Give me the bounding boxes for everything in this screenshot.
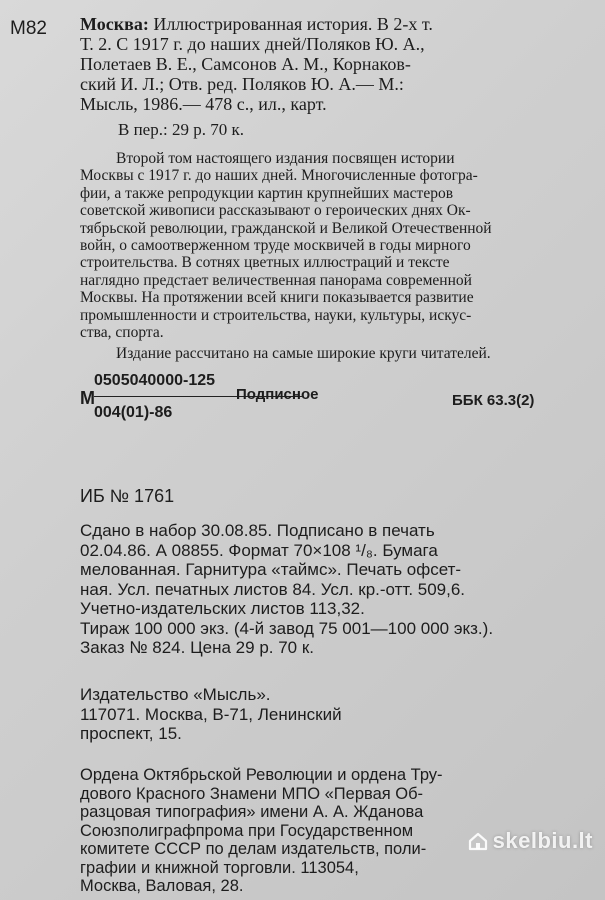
annotation-line: тябрьской революции, гражданской и Великой Отечественной — [80, 219, 492, 237]
printer-line: графии и книжной торговли. 113054, — [80, 858, 359, 877]
annotation-line: промышленности и строительства, науки, культуры, искус- — [80, 306, 472, 324]
bibliography-line — [80, 14, 580, 34]
bibliography-line: Мысль, 1986.— 478 с., ил., карт. — [80, 94, 327, 114]
printer-line: Союзполиграфпрома при Государственном — [80, 821, 414, 840]
watermark-text: skelbiu.lt — [492, 828, 593, 853]
bibliography-line: Т. 2. С 1917 г. до наших дней/Поляков Ю. А., — [80, 34, 425, 54]
annotation-line: Москвы с 1917 г. до наших дней. Многочисленные фотогра- — [80, 167, 478, 185]
bibliography-line: ский И. Л.; Отв. ред. Поляков Ю. А.— М.: — [80, 74, 404, 94]
annotation — [80, 150, 560, 363]
binding-price: В пер.: 29 р. 70 к. — [118, 120, 244, 139]
imprint-line: Заказ № 824. Цена 29 р. 70 к. — [80, 638, 315, 657]
bibliography-line-text: Иллюстрированная история. В 2-х т. — [148, 14, 433, 34]
annotation-line: фии, а также репродукции картин крупнейших мастеров — [80, 184, 454, 202]
bibliographic-record — [80, 14, 580, 140]
imprint-line: 02.04.86. А 08855. Формат 70×108 ¹/₈. Бумага — [80, 540, 438, 560]
printer-line: разцовая типография» имени А. А. Жданова — [80, 803, 424, 821]
annotation-line: наглядно предстает величественная панорама современной — [80, 271, 472, 289]
annotation-line: Москвы. На протяжении всей книги показывается развитие — [80, 289, 474, 307]
imprint-line: мелованная. Гарнитура «таймс». Печать офсет- — [80, 560, 462, 579]
bbk-index: ББК 63.3(2) — [452, 392, 535, 409]
publisher-line: Издательство «Мысль». — [80, 685, 271, 704]
classification-block — [80, 372, 600, 438]
subscription-label: Подписное — [236, 386, 319, 403]
printer-line: дового Красного Знамени МПО «Первая Об- — [80, 784, 424, 803]
bibliography-line: Полетаев В. Е., Самсонов А. М., Корнаков- — [80, 54, 411, 74]
watermark — [467, 828, 593, 854]
imprint-line: Тираж 100 000 экз. (4-й завод 75 001—100 000 экз.). — [80, 618, 494, 638]
printer-line: комитете СССР по делам издательств, поли- — [80, 840, 427, 858]
imprint-line: Сдано в набор 30.08.85. Подписано в печать — [80, 521, 435, 540]
classification-denominator: 004(01)-86 — [94, 404, 173, 421]
audience-note: Издание рассчитано на самые широкие круги читателей. — [116, 345, 491, 363]
publisher-line: проспект, 15. — [80, 724, 182, 743]
publisher-address — [80, 685, 560, 744]
classification-numerator: 0505040000-125 — [94, 372, 216, 389]
annotation-line: строительства. В сотнях цветных иллюстраций и тексте — [80, 254, 450, 272]
annotation-line: советской живописи рассказывают о героических днях Ок- — [80, 202, 471, 220]
ib-number: ИБ № 1761 — [80, 486, 175, 506]
printer-line: Москва, Валовая, 28. — [80, 877, 244, 895]
printer-line: Ордена Октябрьской Революции и ордена Тру- — [80, 766, 443, 784]
classification-letter: М — [80, 388, 95, 408]
imprint-line: Учетно-издательских листов 113,32. — [80, 599, 365, 618]
annotation-line: войн, о самоотверженном труде москвичей в годы мирного — [80, 237, 471, 255]
book-title: Москва: — [80, 14, 149, 34]
classification-code: М82 — [10, 18, 47, 39]
print-imprint — [80, 521, 600, 658]
imprint-line: ная. Усл. печатных листов 84. Усл. кр.-отт. 509,6. — [80, 579, 466, 599]
annotation-line: Второй том настоящего издания посвящен истории — [116, 150, 455, 167]
publisher-line: 117071. Москва, В-71, Ленинский — [80, 704, 342, 724]
annotation-line: ства, спорта. — [80, 324, 164, 342]
house-logo-icon — [467, 830, 489, 852]
